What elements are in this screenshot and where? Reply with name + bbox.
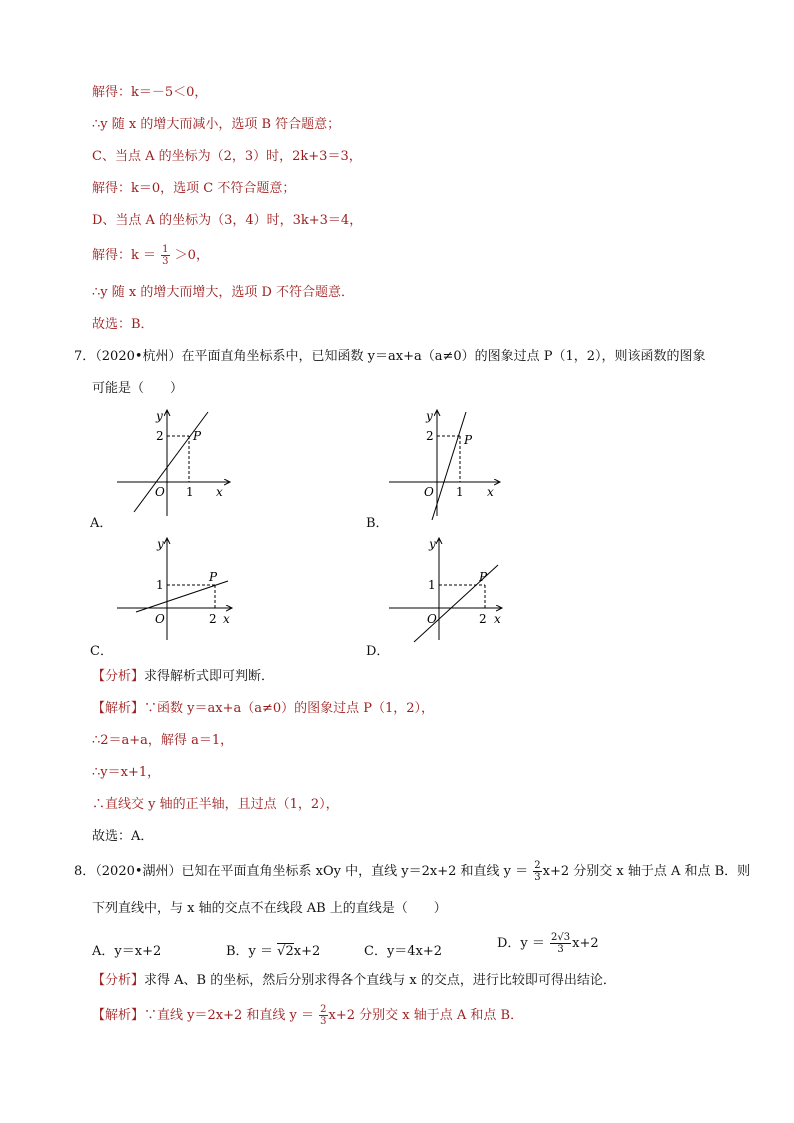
x-axis-label: x — [494, 612, 501, 626]
y-tick-label: 2 — [426, 429, 434, 443]
sol6-line-6-text: 解得：k ＝ — [92, 248, 157, 263]
q8-option-d-prefix: D．y ＝ — [497, 936, 545, 951]
fraction-numerator: 2 — [534, 860, 541, 871]
x-tick-label: 2 — [479, 612, 487, 626]
sol6-line-3: C、当点 A 的坐标为（2，3）时，2k+3＝3， — [92, 149, 362, 164]
point-p-label: P — [193, 429, 202, 443]
function-line — [136, 581, 228, 612]
point-p-label: P — [209, 570, 218, 584]
q8-option-a[interactable]: A．y＝x+2 — [92, 944, 162, 959]
sol6-line-6 — [92, 244, 209, 267]
q7-solution-line-1 — [92, 700, 434, 718]
option-a-label: A． — [90, 516, 113, 531]
sol6-line-5: D、当点 A 的坐标为（3，4）时，3k+3＝4， — [92, 213, 363, 228]
sol6-line-4: 解得：k＝0，选项 C 不符合题意； — [92, 181, 296, 196]
solution-text: ∵直线 y＝2x+2 和直线 y ＝ — [144, 1008, 314, 1023]
q8-option-b-prefix: B．y ＝ — [226, 944, 274, 959]
x-axis-label: x — [223, 612, 230, 626]
q8-option-c[interactable]: C．y＝4x+2 — [364, 944, 443, 959]
sol6-line-7: ∴y 随 x 的增大而增大，选项 D 不符合题意． — [92, 285, 355, 300]
q8-option-b-tail: x+2 — [293, 944, 321, 959]
y-axis-label: y — [426, 409, 433, 423]
q8-analysis — [92, 972, 616, 990]
point-p-label: P — [464, 433, 473, 447]
q8-stem-line-2: 下列直线中，与 x 轴的交点不在线段 AB 上的直线是（ ） — [92, 901, 447, 916]
q8-stem-line-1 — [74, 860, 750, 883]
sol6-line-2: ∴y 随 x 的增大而减小，选项 B 符合题意； — [92, 117, 341, 132]
q8-solution-line-1 — [92, 1004, 523, 1027]
y-axis-label: y — [156, 409, 163, 423]
y-tick-label: 1 — [156, 578, 164, 592]
fraction-two-thirds — [319, 1004, 327, 1027]
q7-analysis — [92, 668, 274, 686]
x-tick-label: 1 — [456, 485, 464, 499]
y-tick-label: 2 — [156, 429, 164, 443]
graph-option-d[interactable] — [384, 532, 514, 644]
y-tick-label: 1 — [428, 578, 436, 592]
graph-option-c[interactable] — [112, 532, 242, 644]
x-tick-label: 2 — [209, 612, 217, 626]
analysis-text: 求得 A、B 的坐标，然后分别求得各个直线与 x 的交点，进行比较即可得出结论． — [144, 973, 616, 988]
q7-stem-line-1: 7．（2020•杭州）在平面直角坐标系中，已知函数 y＝ax+a（a≠0）的图象过点 P（1，2），则该函数的图象 — [74, 349, 706, 364]
sol6-answer: 故选：B． — [92, 317, 154, 332]
q8-stem-tail: x+2 分别交 x 轴于点 A 和点 B．则 — [542, 864, 751, 879]
q7-solution-line-3: ∴y＝x+1， — [92, 765, 161, 780]
fraction-two-root-three-over-three — [550, 932, 571, 955]
analysis-tag: 【分析】 — [92, 669, 145, 684]
fraction-denominator: 3 — [320, 1016, 327, 1027]
sol6-line-6-tail: ＞0， — [174, 248, 209, 263]
graph-option-b[interactable] — [384, 404, 514, 524]
x-tick-label: 1 — [186, 485, 194, 499]
fraction-denominator: 3 — [162, 256, 169, 267]
q7-solution-line-4: ∴直线交 y 轴的正半轴，且过点（1，2）， — [92, 797, 339, 812]
graph-option-a[interactable] — [112, 404, 242, 524]
origin-label: O — [427, 612, 437, 626]
point-p-label: P — [479, 570, 488, 584]
x-axis-label: x — [216, 485, 223, 499]
fraction-denominator: 3 — [534, 872, 541, 883]
option-d-label: D． — [366, 644, 390, 659]
fraction-numerator: 1 — [162, 244, 169, 255]
solution-tail: x+2 分别交 x 轴于点 A 和点 B． — [328, 1008, 524, 1023]
q7-answer: 故选：A． — [92, 829, 154, 844]
sqrt-two: √2 — [277, 944, 294, 959]
q8-option-d[interactable] — [497, 932, 599, 955]
x-axis-label: x — [487, 485, 494, 499]
option-b-label: B． — [366, 516, 389, 531]
y-axis-label: y — [429, 537, 436, 551]
fraction-two-thirds — [533, 860, 541, 883]
q8-option-b[interactable] — [226, 940, 320, 959]
fraction-numerator: 2 — [320, 1004, 327, 1015]
origin-label: O — [424, 485, 434, 499]
q8-option-d-tail: x+2 — [572, 936, 599, 951]
origin-label: O — [155, 612, 165, 626]
solution-tag: 【解析】 — [92, 1008, 145, 1023]
fraction-numerator: 2√3 — [551, 932, 571, 943]
q7-solution-line-2: ∴2＝a+a，解得 a＝1， — [92, 733, 234, 748]
solution-text: ∵函数 y＝ax+a（a≠0）的图象过点 P（1，2）， — [144, 701, 435, 716]
option-c-label: C． — [90, 644, 113, 659]
origin-label: O — [155, 485, 165, 499]
analysis-text: 求得解析式即可判断． — [144, 669, 275, 684]
q8-stem-text: 8．（2020•湖州）已知在平面直角坐标系 xOy 中，直线 y＝2x+2 和直线 y ＝ — [74, 864, 529, 879]
y-axis-label: y — [157, 537, 164, 551]
sol6-line-1: 解得：k＝－5＜0， — [92, 85, 208, 100]
function-line — [134, 412, 208, 512]
solution-tag: 【解析】 — [92, 701, 145, 716]
fraction-one-third — [161, 244, 169, 267]
fraction-denominator: 3 — [557, 944, 564, 955]
analysis-tag: 【分析】 — [92, 973, 145, 988]
q7-stem-line-2: 可能是（ ） — [92, 381, 184, 396]
